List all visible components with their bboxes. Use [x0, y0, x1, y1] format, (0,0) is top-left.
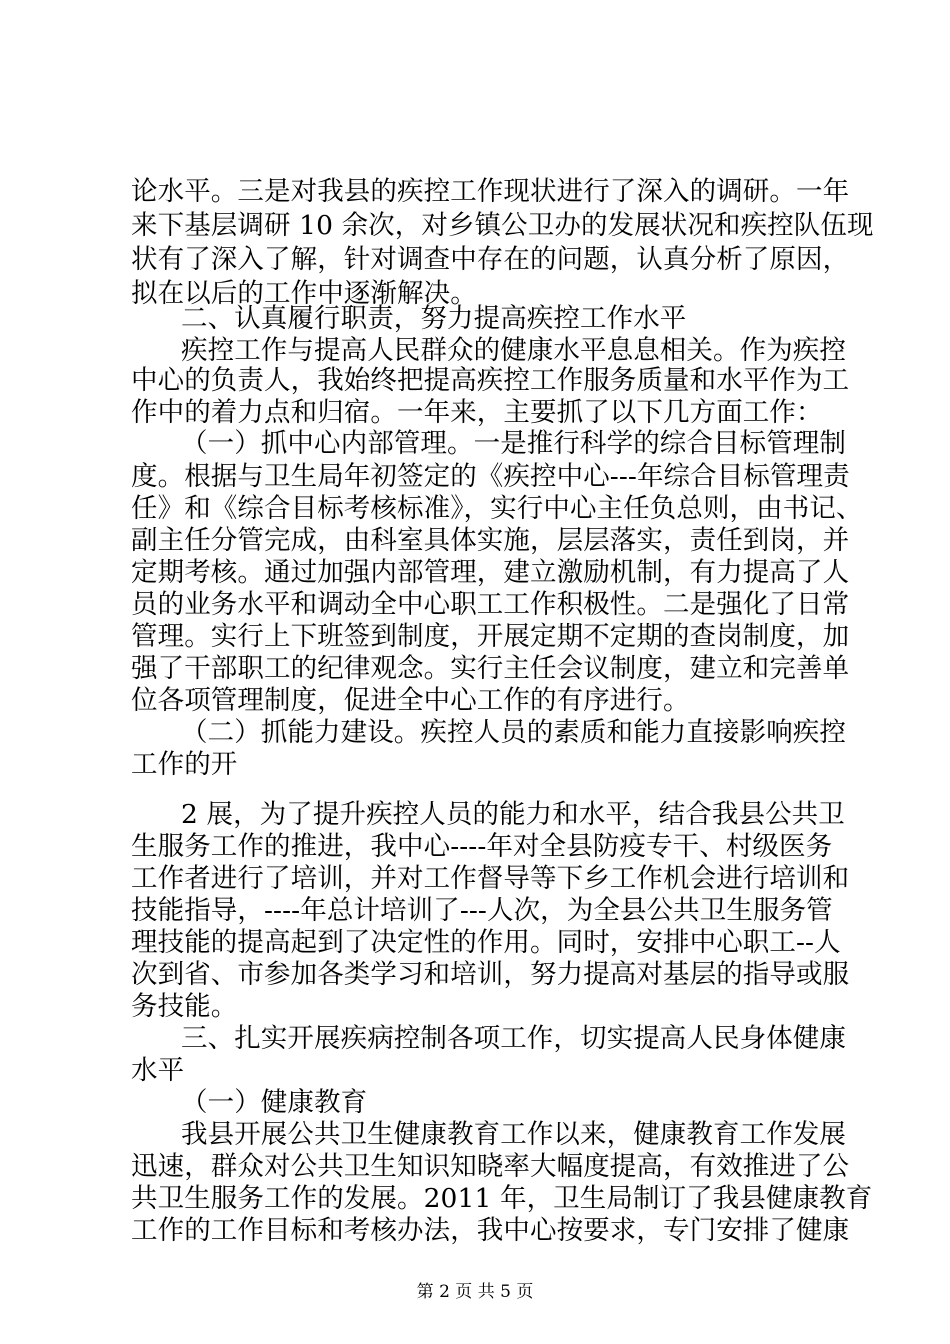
text-line-16: 强了干部职工的纪律观念。实行主任会议制度，建立和完善单 — [131, 653, 850, 684]
text-line-17: 位各项管理制度，促进全中心工作的有序进行。 — [131, 685, 690, 716]
text-line-4: 拟在以后的工作中逐渐解决。 — [131, 278, 477, 309]
text-line-13: 定期考核。通过加强内部管理，建立激励机制，有力提高了人 — [131, 557, 850, 588]
text-line-15: 管理。实行上下班签到制度，开展定期不定期的查岗制度，加 — [131, 621, 850, 652]
text-line-20: 2 展，为了提升疾控人员的能力和水平，结合我县公共卫 — [181, 799, 845, 830]
text-line-14: 员的业务水平和调动全中心职工工作积极性。二是强化了日常 — [131, 589, 850, 620]
text-line-31: 迅速，群众对公共卫生知识知晓率大幅度提高，有效推进了公 — [131, 1151, 850, 1182]
text-line-1: 论水平。三是对我县的疾控工作现状进行了深入的调研。一年 — [131, 176, 850, 207]
text-line-2: 来下基层调研 10 余次，对乡镇公卫办的发展状况和疾控队伍现 — [131, 210, 874, 241]
text-line-19: 工作的开 — [131, 749, 238, 780]
subsection-heading-3: （一）健康教育 — [181, 1087, 368, 1118]
text-line-8: 作中的着力点和归宿。一年来，主要抓了以下几方面工作： — [131, 397, 823, 428]
section-heading-2: 二、认真履行职责，努力提高疾控工作水平 — [181, 303, 687, 334]
text-line-22: 工作者进行了培训，并对工作督导等下乡工作机会进行培训和 — [131, 863, 850, 894]
text-line-3: 状有了深入了解，针对调查中存在的问题，认真分析了原因， — [131, 244, 850, 275]
text-line-30: 我县开展公共卫生健康教育工作以来，健康教育工作发展 — [181, 1119, 846, 1150]
text-line-11: 任》和《综合目标考核标准》，实行中心主任负总则，由书记、 — [131, 493, 863, 524]
text-line-10: 度。根据与卫生局年初签定的《疾控中心---年综合目标管理责 — [131, 461, 850, 492]
text-line-33: 工作的工作目标和考核办法，我中心按要求，专门安排了健康 — [131, 1215, 850, 1246]
text-line-26: 务技能。 — [131, 991, 238, 1022]
text-line-25: 次到省、市参加各类学习和培训，努力提高对基层的指导或服 — [131, 959, 850, 990]
subsection-heading-2: （二）抓能力建设。疾控人员的素质和能力直接影响疾控 — [181, 717, 846, 748]
subsection-heading-1: （一）抓中心内部管理。一是推行科学的综合目标管理制 — [181, 428, 846, 459]
text-line-6: 疾控工作与提高人民群众的健康水平息息相关。作为疾控 — [181, 335, 846, 366]
text-line-32: 共卫生服务工作的发展。2011 年，卫生局制订了我县健康教育 — [131, 1183, 873, 1214]
text-line-7: 中心的负责人，我始终把提高疾控工作服务质量和水平作为工 — [131, 365, 850, 396]
text-line-12: 副主任分管完成，由科室具体实施，层层落实，责任到岗，并 — [131, 525, 850, 556]
text-line-23: 技能指导，----年总计培训了---人次，为全县公共卫生服务管 — [131, 895, 833, 926]
text-line-21: 生服务工作的推进，我中心----年对全县防疫专干、村级医务 — [131, 831, 833, 862]
page-footer: 第 2 页 共 5 页 — [416, 1282, 534, 1302]
section-heading-3: 三、扎实开展疾病控制各项工作，切实提高人民身体健康 — [181, 1023, 846, 1054]
text-line-24: 理技能的提高起到了决定性的作用。同时，安排中心职工--人 — [131, 927, 841, 958]
text-line-28: 水平 — [131, 1055, 185, 1086]
